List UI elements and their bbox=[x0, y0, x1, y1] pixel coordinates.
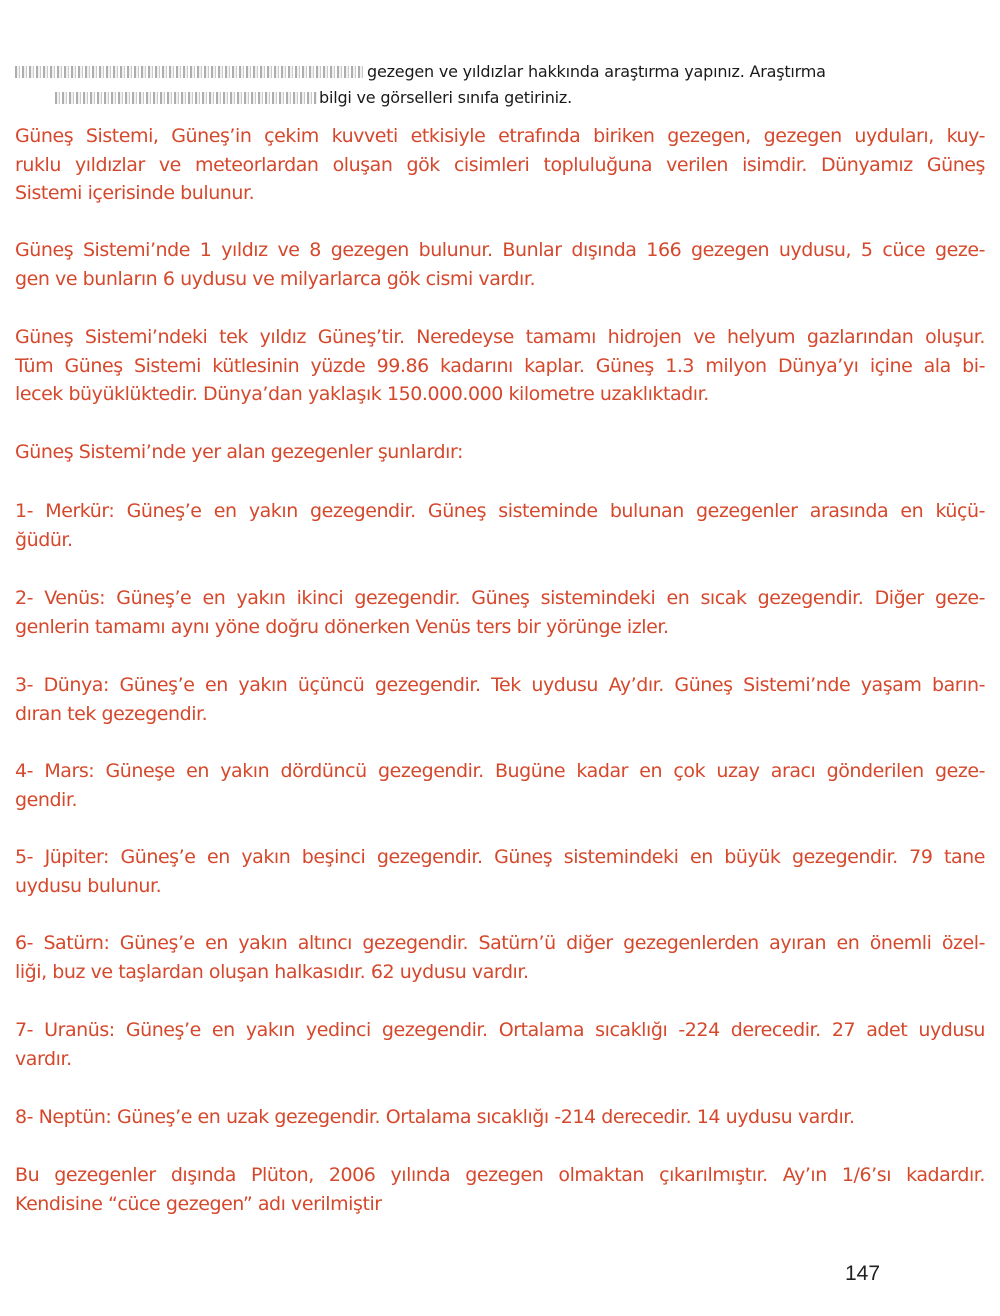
paragraph bbox=[15, 497, 985, 554]
text-line: ruklu yıldızlar ve meteorlardan oluşan gök cisimleri topluluğuna verilen isimdir. Dünyamız Güneş bbox=[15, 153, 985, 176]
text-line: 1- Merkür: Güneş’e en yakın gezegendir. Güneş sisteminde bulunan gezegenler arasında en küçü- bbox=[15, 500, 985, 522]
text-line: lecek büyüklüktedir. Dünya’dan yaklaşık 150.000.000 kilometre uzaklıktadır. bbox=[15, 383, 709, 406]
paragraph bbox=[15, 757, 985, 814]
text-line: gendir. bbox=[15, 788, 78, 811]
paragraph bbox=[15, 584, 985, 641]
text-line: dıran tek gezegendir. bbox=[15, 702, 208, 725]
text-line: vardır. bbox=[15, 1047, 72, 1070]
text-line: uydusu bulunur. bbox=[15, 874, 162, 897]
text-line: Kendisine “cüce gezegen” adı verilmiştir bbox=[15, 1192, 382, 1215]
instruction-line-2 bbox=[55, 88, 572, 107]
text-line: 6- Satürn: Güneş’e en yakın altıncı gezegendir. Satürn’ü diğer gezegenlerden ayıran en önemli özel- bbox=[15, 932, 985, 954]
text-line: ğüdür. bbox=[15, 528, 73, 551]
text-line: liği, buz ve taşlardan oluşan halkasıdır. 62 uydusu vardır. bbox=[15, 960, 529, 983]
text-line: 2- Venüs: Güneş’e en yakın ikinci gezegendir. Güneş sistemindeki en sıcak gezegendir. Diğer geze- bbox=[15, 587, 985, 609]
instruction-line-1 bbox=[15, 62, 826, 81]
paragraph bbox=[15, 236, 985, 293]
text-line: Sistemi içerisinde bulunur. bbox=[15, 182, 255, 205]
paragraph bbox=[15, 1103, 985, 1132]
page-number: 147 bbox=[845, 1262, 881, 1285]
text-line: 3- Dünya: Güneş’e en yakın üçüncü gezegendir. Tek uydusu Ay’dır. Güneş Sistemi’nde yaşam barın- bbox=[15, 674, 985, 696]
paragraph bbox=[15, 438, 985, 467]
garbled-text-image bbox=[55, 92, 317, 104]
text-line: genlerin tamamı aynı yöne doğru dönerken Venüs ters bir yörünge izler. bbox=[15, 615, 669, 638]
paragraph bbox=[15, 671, 985, 728]
text-line: 5- Jüpiter: Güneş’e en yakın beşinci gezegendir. Güneş sistemindeki en büyük gezegendir. 79 tane bbox=[15, 846, 985, 868]
text-line: Güneş Sistemi, Güneş’in çekim kuvveti etkisiyle etrafında biriken gezegen, gezegen uyduları, kuy- bbox=[15, 125, 985, 147]
text-line: Güneş Sistemi’nde yer alan gezegenler şunlardır: bbox=[15, 441, 463, 463]
text-line: Güneş Sistemi’nde 1 yıldız ve 8 gezegen bulunur. Bunlar dışında 166 gezegen uydusu, 5 cüce geze- bbox=[15, 239, 985, 261]
paragraph bbox=[15, 323, 985, 409]
paragraph bbox=[15, 929, 985, 986]
instruction-text: bilgi ve görselleri sınıfa getiriniz. bbox=[319, 88, 572, 107]
garbled-text-image bbox=[15, 66, 365, 78]
paragraph bbox=[15, 1161, 985, 1218]
text-line: Güneş Sistemi’ndeki tek yıldız Güneş’tir. Neredeyse tamamı hidrojen ve helyum gazlarından oluşur. bbox=[15, 326, 985, 348]
paragraph bbox=[15, 1016, 985, 1073]
text-line: 8- Neptün: Güneş’e en uzak gezegendir. Ortalama sıcaklığı -214 derecedir. 14 uydusu vardır. bbox=[15, 1106, 855, 1128]
paragraph bbox=[15, 122, 985, 208]
instruction-text: gezegen ve yıldızlar hakkında araştırma yapınız. Araştırma bbox=[367, 62, 826, 81]
text-line: 4- Mars: Güneşe en yakın dördüncü gezegendir. Bugüne kadar en çok uzay aracı gönderilen geze- bbox=[15, 760, 985, 782]
text-line: 7- Uranüs: Güneş’e en yakın yedinci gezegendir. Ortalama sıcaklığı -224 derecedir. 27 adet uydusu bbox=[15, 1019, 985, 1041]
text-line: Bu gezegenler dışında Plüton, 2006 yılında gezegen olmaktan çıkarılmıştır. Ay’ın 1/6’sı kadardır. bbox=[15, 1164, 985, 1186]
text-line: gen ve bunların 6 uydusu ve milyarlarca gök cismi vardır. bbox=[15, 267, 536, 290]
paragraph bbox=[15, 843, 985, 900]
text-line: Tüm Güneş Sistemi kütlesinin yüzde 99.86 kadarını kaplar. Güneş 1.3 milyon Dünya’yı içine ala bi- bbox=[15, 354, 985, 377]
